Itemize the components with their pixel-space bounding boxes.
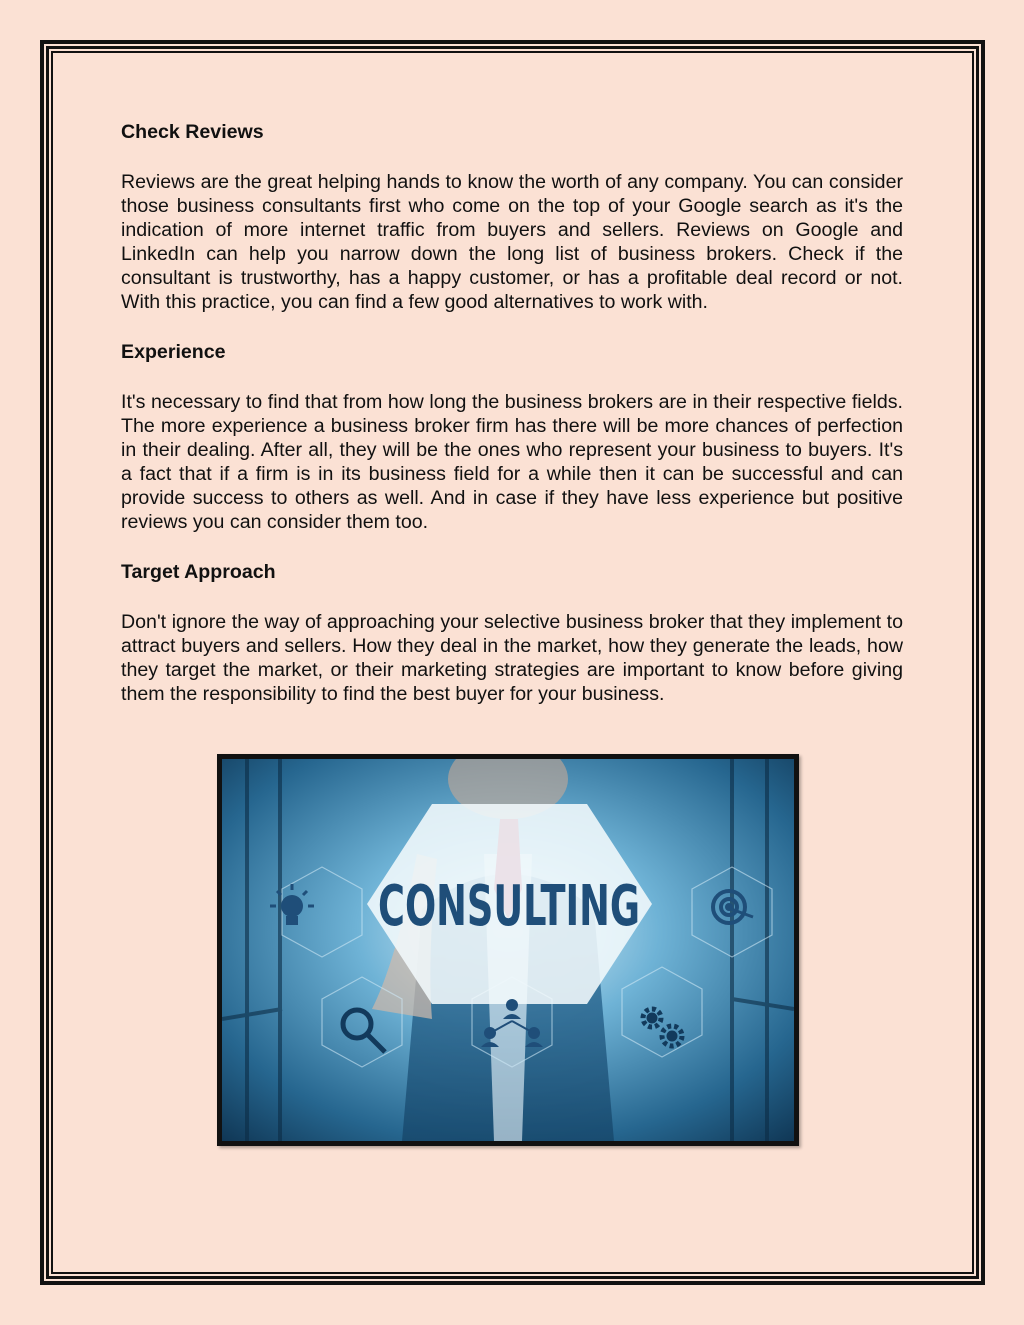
consulting-headline: CONSULTING [378,874,640,939]
section-heading-target-approach: Target Approach [121,561,276,583]
consulting-illustration [222,759,794,1141]
section-body-target-approach: Don't ignore the way of approaching your selective business broker that they implement to attract buyers and sellers. How they deal in the market, how they generate the leads, how they target the market, or their marketing strategies are important to know before giving them the responsibility to find the best buyer for your business. [121,611,903,705]
article-content [121,118,903,730]
section-body-check-reviews: Reviews are the great helping hands to know the worth of any company. You can consider those business consultants first who come on the top of your Google search as it's the indication of more internet traffic from buyers and sellers. Reviews on Google and LinkedIn can help you narrow down the long list of business brokers. Check if the consultant is trustworthy, has a happy customer, or has a profitable deal record or not. With this practice, you can find a few good alternatives to work with. [121,171,903,313]
section-body-experience: It's necessary to find that from how long the business brokers are in their respective fields. The more experience a business broker firm has there will be more chances of perfection in their dealing. After all, they will be the ones who represent your business to buyers. It's a fact that if a firm is in its business field for a while then it can be successful and can provide success to others as well. And in case if they have less experience but positive reviews you can consider them too. [121,391,903,533]
section-heading-experience: Experience [121,341,226,363]
consulting-image [217,754,799,1146]
section-heading-check-reviews: Check Reviews [121,121,264,143]
